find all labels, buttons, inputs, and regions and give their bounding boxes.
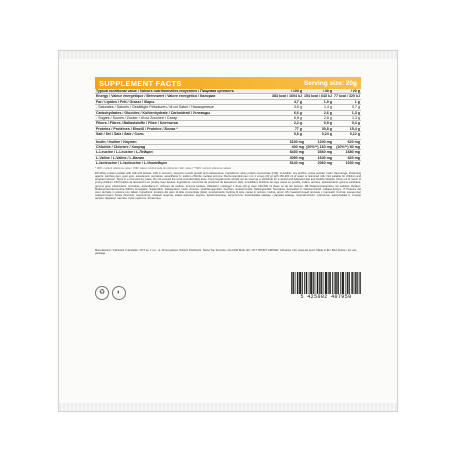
nutrition-row-label: Proteins / Protéines / Eiweiß / Proteine / Белки * xyxy=(95,126,271,131)
amino-value-20g: 1030 mg xyxy=(333,161,361,166)
nutrition-row-label: Energy / Valeur énergétique / Brennwert / Valore energetico / Калории xyxy=(95,94,271,99)
serving-size: Serving size: 20g xyxy=(303,79,357,87)
label-title: SUPPLEMENT FACTS xyxy=(99,78,182,88)
nutrition-row-label: Salt / Sel / Salz / Sale / Соль xyxy=(95,132,271,137)
label-footer xyxy=(95,272,361,300)
sachet-crimp-bottom xyxy=(59,403,397,411)
nutrition-value-40g: 0,9 g xyxy=(303,121,333,126)
sachet-packet xyxy=(58,50,398,412)
nutrition-footnote: * NRV: nutrient reference value / VNR: valeur nutritionnelle de référence / Ref. value / **NRV: nutrient reference values xyxy=(95,166,231,170)
nutrition-value-20g: 0,4 g xyxy=(333,121,361,126)
amino-value-100g: 3100 mg xyxy=(277,139,305,144)
nutrition-header-label: Typical nutritional value / Valeurs nutritionnelles moyennes / Пищевая ценность xyxy=(95,89,271,94)
nutrition-row-label: - Saturates / Saturés / Gesättigte Fettsäuren / di cui Saturi / Насыщенные xyxy=(95,105,271,110)
col-20g: / 20 g xyxy=(333,89,361,94)
amino-value-100g: 400 mg xyxy=(277,145,305,150)
col-40g: / 40 g xyxy=(303,89,333,94)
nutrition-value-40g: 2,6 g xyxy=(303,116,333,121)
nutrition-row xyxy=(95,132,361,137)
nutrition-row-label: - Sugars / Sucres / Zucker / di cui Zuccheri / Сахар xyxy=(95,116,271,121)
nutrition-value-100g: 6,6 g xyxy=(271,110,303,115)
amino-row-label: Inulin / Inuline / Инулин xyxy=(95,139,277,144)
nutrition-value-20g: 0,7 g xyxy=(333,105,361,110)
amino-value-40g: 2060 mg xyxy=(305,161,333,166)
nutrition-row-label: Fat / Lipides / Fett / Grassi / Жиры xyxy=(95,99,271,104)
supplement-facts-header xyxy=(95,77,361,89)
amino-value-40g: 3360 mg xyxy=(305,150,333,155)
barcode-number: 5 425002 407959 xyxy=(300,293,352,300)
nutrition-value-40g: 2,6 g xyxy=(303,110,333,115)
amino-value-20g: 820 mg xyxy=(333,155,361,160)
amino-row-label: L-Leucine / L-Leucine / L-Лейцин xyxy=(95,150,277,155)
nutrition-value-100g: 383 kcal / 1604 kJ xyxy=(272,94,303,99)
amino-row xyxy=(95,161,361,166)
label-content xyxy=(95,77,361,300)
nutrition-value-100g: 0,6 g xyxy=(271,132,303,137)
nutrition-value-100g: 2,2 g xyxy=(271,121,303,126)
nutrition-value-20g: 1 g xyxy=(333,99,361,104)
sachet-crimp-top xyxy=(59,51,397,59)
nutrition-value-20g: 1,3 g xyxy=(333,116,361,121)
nutrition-row-label: Fibers / Fibres / Ballaststoffe / Fibre / Клетчатка xyxy=(95,121,271,126)
amino-value-40g: 1240 mg xyxy=(305,139,333,144)
green-dot-icon: ◐ xyxy=(112,286,126,300)
amino-value-20g: 620 mg xyxy=(333,139,361,144)
amino-value-20g: 1680 mg xyxy=(333,150,361,155)
nutrition-row-label: Carbohydrates / Glucides / Kohlenhydrate / Carboidrati / Углеводы xyxy=(95,110,271,115)
recycling-badges xyxy=(95,286,126,300)
nutrition-value-40g: 154 kcal / 643 kJ xyxy=(304,94,332,99)
nutrition-value-40g: 1,9 g xyxy=(303,99,333,104)
amino-value-40g: (20%**) 160 mg xyxy=(306,145,332,150)
amino-row-label: Chloride / Chlorure / Хлорид xyxy=(95,145,277,150)
nutrition-value-100g: 4,7 g xyxy=(271,99,303,104)
nutrition-value-40g: 1,4 g xyxy=(303,105,333,110)
nutrition-value-20g: 1,3 g xyxy=(333,110,361,115)
barcode-bars xyxy=(291,272,361,294)
amino-row-label: L-Valine / L-Valine / L-Валин xyxy=(95,155,277,160)
nutrition-value-20g: 15,4 g xyxy=(333,126,361,131)
nutrition-table xyxy=(95,89,361,137)
nutrition-value-20g: 0,12 g xyxy=(333,132,361,137)
ingredients-text: EN Whey protein powder with milk and lactase. Fills in recovery, supports muscle growth and maintenance. Ingredients: whey protein concentrate (milk), emulsifier: soy lecithin, cocoa powder, inulin, flavourings, thickening agents: xanthan gum, guar gum, sweeteners: sucralose, acesulfame K, sodium chloride, lactase enzyme. Recommended use: mix 1 scoop (20 g) with 150-200 ml of water or skimmed milk. Not suitable for children and pregnant women. Store in a cool and dry place. Do not exceed the recommended daily dose. Food supplements should not be used as a substitute for a varied and balanced diet and healthy lifestyle. Keep out of reach of young children. FR Protéine de lactosérum en poudre avec lactase. Ingrédients: concentré de protéines de lactosérum (lait), émulsifiant: lécithine de soja, cacao en poudre, inuline, arômes, épaississants: gomme xanthane, gomme guar, édulcorants: sucralose, acésulfame K, chlorure de sodium, enzyme lactase. Utilisation: mélanger 1 dose (20 g) avec 150-200 ml d'eau ou de lait écrémé. DE Molkenproteinpulver mit Laktase. Zutaten: Molkenproteinkonzentrat (Milch), Emulgator: Sojalecithin, Kakaopulver, Inulin, Aromen, Verdickungsmittel: Xanthan, Guarkernmehl, Süßungsmittel: Sucralose, Acesulfam K, Natriumchlorid, Laktase-Enzym. IT Proteine del siero del latte in polvere con lattasi. Ingredienti: proteine del siero di latte concentrate (latte), emulsionante: lecitina di soia, cacao in polvere, inulina, aromi. RU Сывороточный протеин с лактазой. Состав: концентрат сывороточного белка (молоко), эмульгатор: соевый лецитин, какао-порошок, инулин, ароматизаторы, загустители: ксантановая камедь, гуаровая камедь, подсластители: сукралоза, ацесульфам К, хлорид натрия, фермент лактаза. Срок годности: 24 месяца. xyxy=(95,171,361,201)
col-100g: / 100 g xyxy=(271,89,303,94)
amino-row-label: L-Isoleucine / L-Isoleucine / L-Изолейцин xyxy=(95,161,277,166)
amino-value-100g: 5140 mg xyxy=(277,161,305,166)
barcode xyxy=(291,272,361,300)
nutrition-value-20g: 77 kcal / 320 kJ xyxy=(334,94,360,99)
amino-value-40g: 1640 mg xyxy=(305,155,333,160)
amino-value-100g: 4090 mg xyxy=(277,155,305,160)
nutrition-value-100g: 6,6 g xyxy=(271,116,303,121)
amino-table xyxy=(95,139,361,166)
nutrition-value-100g: 3,6 g xyxy=(271,105,303,110)
recycle-icon: ♻ xyxy=(95,286,109,300)
manufacturer-contacts: Manufacturer / Fabricant / Hersteller: OKT sp. z o.o., ul. Przemysłowa, Poland. Distributor: Swiss Top Services, CH-1630 Bulle. EU: OKT SPORT LIMITED, Lithuania. Info: www.okt.sport. Made in EU. Best before / lot: see package. xyxy=(95,248,357,255)
amino-value-100g: 8430 mg xyxy=(277,150,305,155)
nutrition-value-40g: 0,24 g xyxy=(303,132,333,137)
amino-value-20g: (10%**) 80 mg xyxy=(333,145,361,150)
nutrition-value-100g: 77 g xyxy=(271,126,303,131)
nutrition-value-40g: 30,8 g xyxy=(303,126,333,131)
